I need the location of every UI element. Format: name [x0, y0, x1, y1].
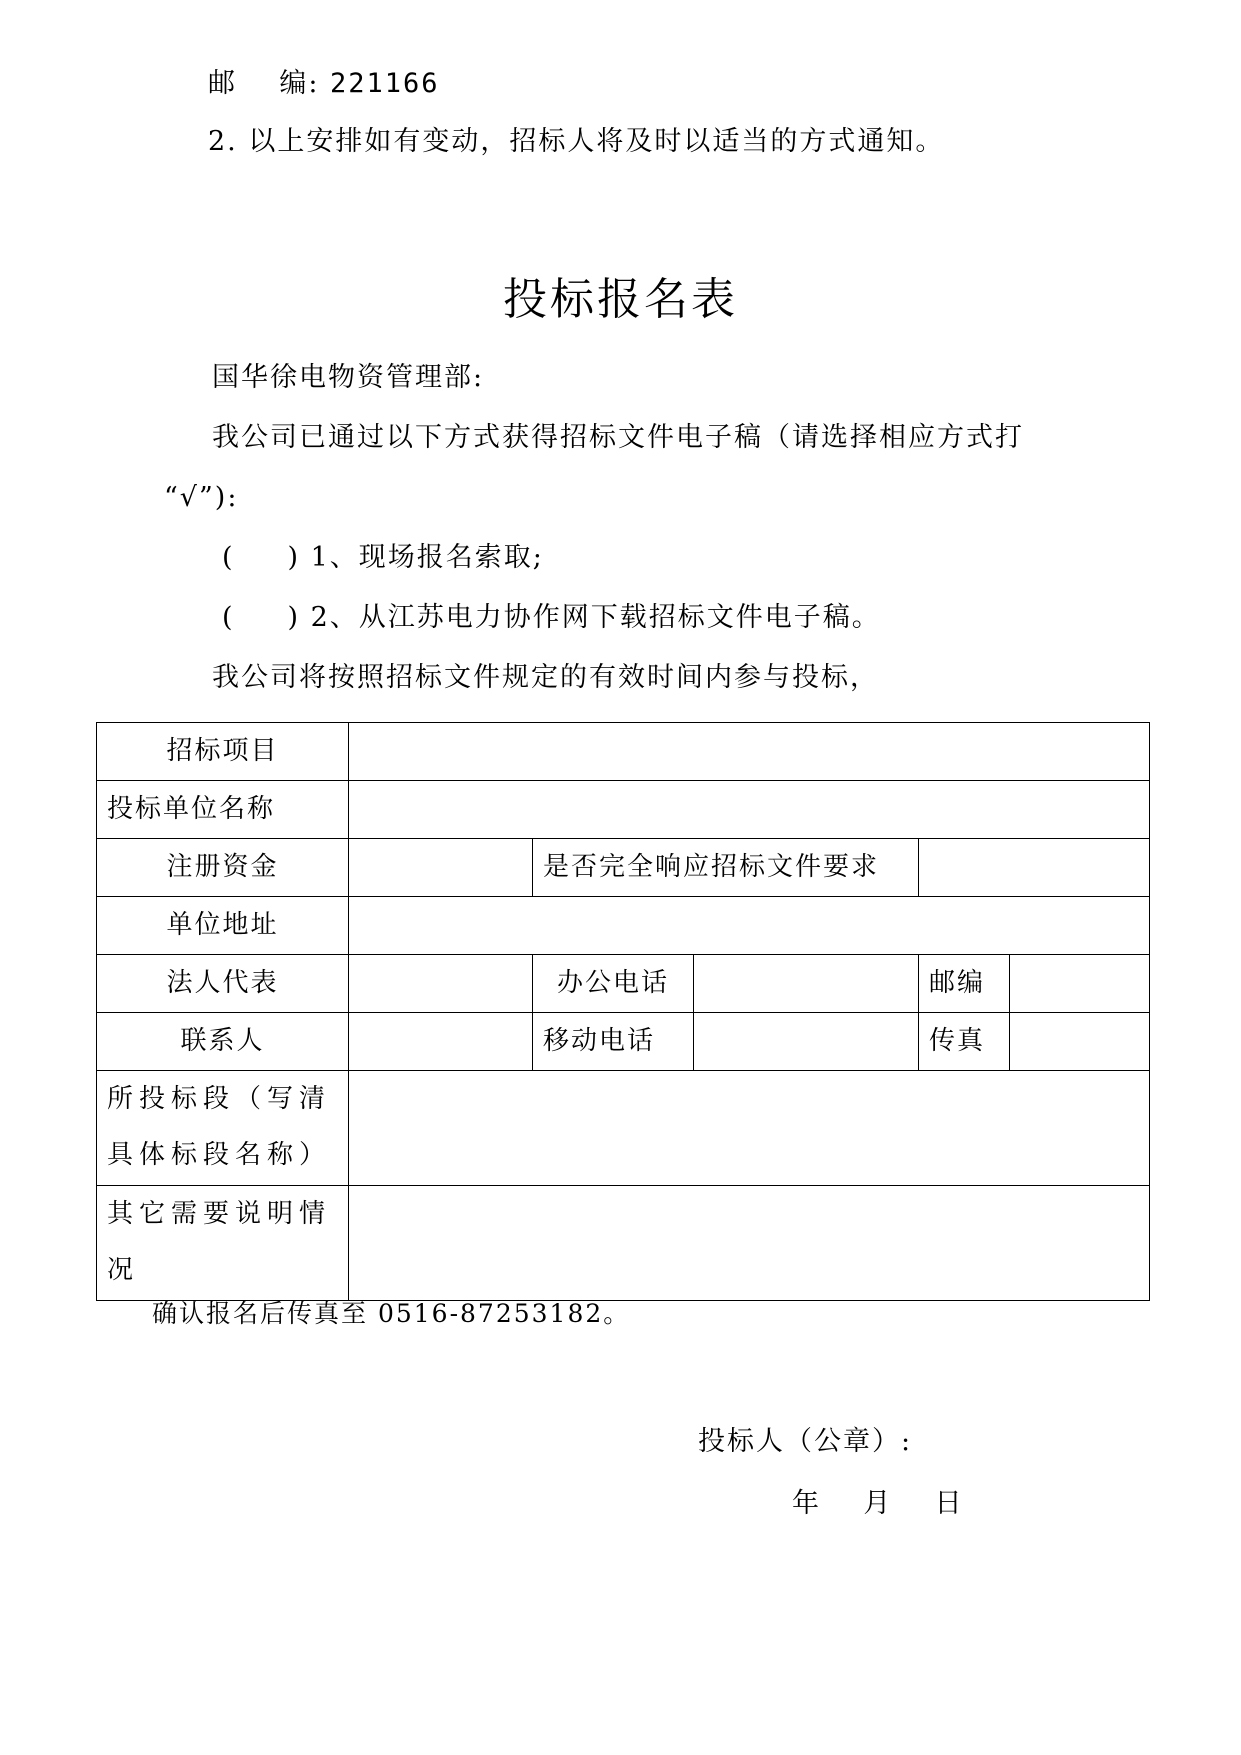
lots-field[interactable] [349, 1071, 1150, 1186]
page-title: 投标报名表 [503, 274, 738, 325]
table-row [97, 839, 1150, 897]
option-1-label: 1、现场报名索取; [310, 542, 544, 573]
respond-label: 是否完全响应招标文件要求 [533, 839, 919, 897]
company-name-label: 投标单位名称 [97, 781, 349, 839]
postcode-line [208, 66, 440, 102]
fax-note: 确认报名后传真至 0516-87253182。 [152, 1299, 631, 1328]
office-phone-field[interactable] [694, 955, 919, 1013]
respond-field[interactable] [919, 839, 1150, 897]
legal-rep-field[interactable] [349, 955, 533, 1013]
option-2-checkbox[interactable]: ( ) [222, 602, 300, 633]
project-label: 招标项目 [97, 723, 349, 781]
intro-line-2: “√”): [164, 482, 239, 513]
postcode-label: 邮 编: [208, 68, 320, 99]
option-2 [222, 600, 881, 636]
legal-rep-label: 法人代表 [97, 955, 349, 1013]
table-row [97, 781, 1150, 839]
change-note: 2. 以上安排如有变动，招标人将及时以适当的方式通知。 [208, 126, 945, 157]
fax-field[interactable] [1010, 1013, 1150, 1071]
intro-line-1: 我公司已通过以下方式获得招标文件电子稿（请选择相应方式打 [212, 422, 1024, 453]
postcode-field[interactable] [1010, 955, 1150, 1013]
table-row [97, 897, 1150, 955]
other-label: 其它需要说明情况 [97, 1186, 349, 1301]
signature-date: 年 月 日 [792, 1488, 964, 1519]
commit-text: 我公司将按照招标文件规定的有效时间内参与投标， [212, 662, 879, 693]
capital-label: 注册资金 [97, 839, 349, 897]
project-field[interactable] [349, 723, 1150, 781]
fax-label: 传真 [919, 1013, 1010, 1071]
contact-field[interactable] [349, 1013, 533, 1071]
address-label: 单位地址 [97, 897, 349, 955]
table-row [97, 1013, 1150, 1071]
mobile-label: 移动电话 [533, 1013, 694, 1071]
postcode-value: 221166 [330, 68, 440, 99]
option-1-checkbox[interactable]: ( ) [222, 542, 300, 573]
table-row [97, 955, 1150, 1013]
contact-label: 联系人 [97, 1013, 349, 1071]
company-name-field[interactable] [349, 781, 1150, 839]
other-field[interactable] [349, 1186, 1150, 1301]
option-2-label: 2、从江苏电力协作网下载招标文件电子稿。 [310, 602, 881, 633]
office-phone-label: 办公电话 [533, 955, 694, 1013]
table-row [97, 723, 1150, 781]
table-row [97, 1071, 1150, 1186]
addressee: 国华徐电物资管理部: [212, 362, 485, 393]
table-row [97, 1186, 1150, 1301]
postcode-field-label: 邮编 [919, 955, 1010, 1013]
capital-field[interactable] [349, 839, 533, 897]
lots-label: 所投标段（写清具体标段名称） [97, 1071, 349, 1186]
address-field[interactable] [349, 897, 1150, 955]
bidder-seal-label: 投标人（公章）: [698, 1426, 913, 1457]
option-1 [222, 540, 544, 576]
mobile-field[interactable] [694, 1013, 919, 1071]
registration-table [96, 722, 1150, 1301]
